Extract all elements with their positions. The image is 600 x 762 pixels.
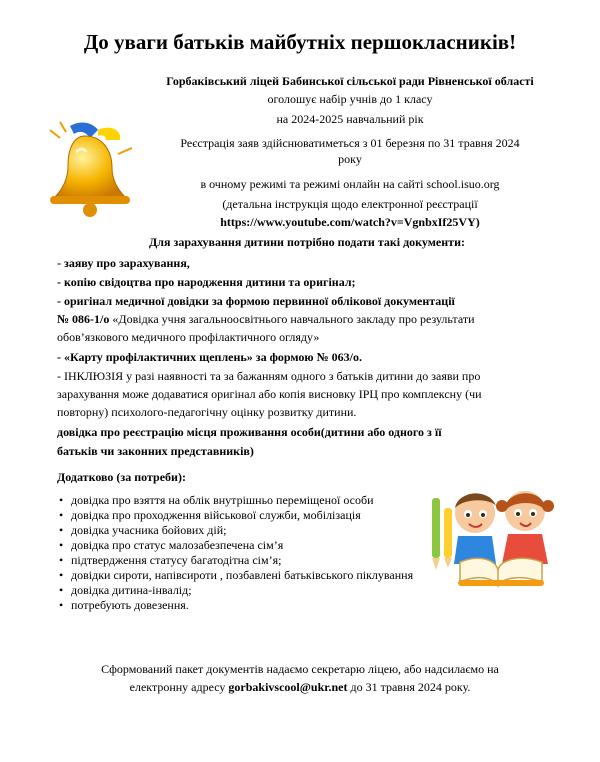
school-bell-icon	[40, 118, 140, 223]
doc-item-medical-l2	[57, 312, 557, 327]
doc-item-birth-certificate: - копію свідоцтва про народження дитини та оригінал;	[57, 275, 356, 289]
doc-item-medical-l3: обов’язкового медичного профілактичного огляду»	[57, 330, 320, 344]
footer-text: електронну адресу	[129, 680, 229, 694]
announcement-line: оголошує набір учнів до 1 класу	[267, 92, 433, 106]
doc-item-medical-l1: - оригінал медичної довідки за формою первинної облікової документації	[57, 294, 455, 308]
footer-line-1: Сформований пакет документів надаємо секретарю ліцею, або надсилаємо на	[101, 662, 499, 676]
school-name: Горбаківський ліцей Бабинської сільської ради Рівненської області	[166, 74, 534, 88]
academic-year: на 2024-2025 навчальний рік	[276, 112, 424, 126]
medical-form-number: № 086-1/о	[57, 312, 110, 326]
registration-dates-cont: року	[338, 152, 362, 166]
list-item: • довідка учасника бойових дій;	[57, 523, 417, 538]
footer-deadline: до 31 травня 2024 року.	[347, 680, 471, 694]
footer-line-2	[60, 678, 540, 696]
list-item: • потребують довезення.	[57, 598, 417, 613]
additional-list	[57, 493, 417, 613]
email-link[interactable]: gorbakivscool@ukr.net	[228, 680, 348, 694]
instruction-link[interactable]: https://www.youtube.com/watch?v=VgnbxIf25VY)	[220, 215, 480, 229]
instruction-note: (детальна інструкція щодо електронної реєстрації	[222, 197, 478, 211]
doc-item-residence-l1: довідка про реєстрацію місця проживання особи(дитини або одного з її	[57, 425, 442, 439]
list-item: • довідка про проходження військової служби, мобілізація	[57, 508, 417, 523]
medical-form-desc: «Довідка учня загальноосвітнього навчального закладу про результати	[109, 312, 475, 326]
vaccination-card: - «Карту профілактичних щеплень»	[57, 350, 253, 364]
list-item: • довідка про взяття на облік внутрішньо переміщеної особи	[57, 493, 417, 508]
doc-item-vaccination	[57, 350, 557, 365]
registration-mode: в очному режимі та режимі онлайн на сайті school.isuo.org	[200, 177, 500, 191]
list-item: • довідки сироти, напівсироти , позбавлені батьківського піклування	[57, 568, 417, 583]
vaccination-form: за формою № 063/о.	[252, 350, 362, 364]
doc-item-inclusion-l3: повторну) психолого-педагогічну оцінку розвитку дитини.	[57, 405, 357, 419]
list-item: • довідка дитина-інвалід;	[57, 583, 417, 598]
page-title: До уваги батьків майбутніх першокласників!	[83, 30, 517, 54]
additional-heading: Додатково (за потреби):	[57, 470, 186, 484]
list-item: • підтвердження статусу багатодітна сім’я;	[57, 553, 417, 568]
registration-dates: Реєстрація заяв здійснюватиметься з 01 березня по 31 травня 2024	[180, 136, 520, 150]
doc-item-residence-l2: батьків чи законних представників)	[57, 444, 254, 458]
documents-heading: Для зарахування дитини потрібно подати такі документи:	[149, 235, 465, 249]
footer-note	[60, 660, 540, 696]
list-item: • довідка про статус малозабезпечена сім’я	[57, 538, 417, 553]
doc-item-application: - заяву про зарахування,	[57, 256, 190, 270]
doc-item-inclusion-l2: зарахування може додаватися оригінал або копія висновку ІРЦ про комплексну (чи	[57, 387, 482, 401]
children-reading-icon	[430, 478, 565, 590]
doc-item-inclusion-l1: - ІНКЛЮЗІЯ у разі наявності та за бажанням одного з батьків дитини до заяви про	[57, 369, 481, 383]
